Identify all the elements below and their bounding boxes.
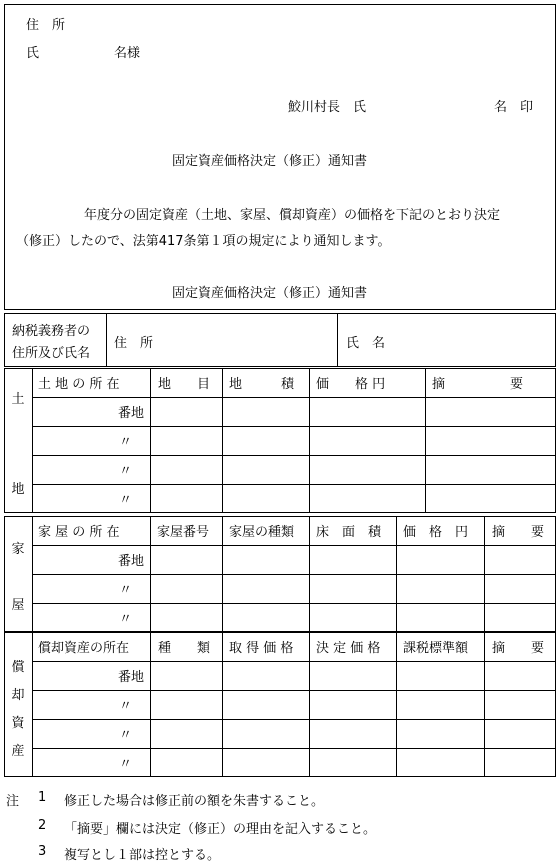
issuer-seal: 名 印: [494, 100, 534, 115]
house-row-1-location: 番地: [117, 554, 144, 569]
land-header-remarks: 摘 要: [432, 377, 524, 392]
depreciable-header-decided-price: 決 定 価 格: [316, 641, 381, 656]
note-3-number: 3: [38, 844, 47, 859]
address-label: 住 所: [26, 18, 66, 33]
depreciable-header-remarks: 摘 要: [492, 641, 545, 656]
note-2-text: 「摘要」欄には決定（修正）の理由を記入すること。: [64, 822, 377, 837]
house-header-floor-area: 床 面 積: [316, 525, 382, 540]
house-header-number: 家屋番号: [157, 525, 210, 540]
land-row-3-location: 〃: [118, 464, 132, 479]
notes-prefix: 注: [6, 794, 20, 809]
land-side-label-top: 土: [11, 392, 25, 407]
note-1-number: 1: [38, 790, 47, 805]
notice-body-line1: 年度分の固定資産（土地、家屋、償却資産）の価格を下記のとおり決定: [84, 208, 501, 223]
depreciable-header-acq-price: 取 得 価 格: [229, 641, 294, 656]
land-row-1-location: 番地: [117, 406, 144, 421]
depreciable-side-char-2: 却: [11, 688, 25, 703]
depreciable-side-char-1: 償: [11, 660, 25, 675]
depreciable-header-type: 種 類: [158, 641, 211, 656]
house-row-2-location: 〃: [118, 583, 132, 598]
land-side-label-bottom: 地: [11, 482, 25, 497]
taxpayer-name: 氏 名: [346, 336, 386, 351]
note-1-text: 修正した場合は修正前の額を朱書すること。: [64, 794, 325, 809]
note-2-number: 2: [38, 818, 47, 833]
depreciable-row-3-location: 〃: [118, 728, 132, 743]
taxpayer-label-line1: 納税義務者の: [12, 324, 91, 339]
depreciable-side-char-3: 資: [11, 716, 25, 731]
depreciable-row-4-location: 〃: [118, 757, 132, 772]
depreciable-header-tax-base: 課税標準額: [403, 641, 469, 656]
depreciable-side-char-4: 産: [11, 744, 25, 759]
note-3-text: 複写とし１部は控とする。: [64, 848, 221, 863]
house-header-price: 価 格 円: [403, 525, 469, 540]
land-header-location: 土 地 の 所 在: [38, 377, 120, 392]
depreciable-row-2-location: 〃: [118, 699, 132, 714]
taxpayer-address: 住 所: [114, 336, 154, 351]
land-row-4-location: 〃: [118, 493, 132, 508]
notice-title-2: 固定資産価格決定（修正）通知書: [172, 286, 368, 301]
land-header-area: 地 積: [229, 377, 295, 392]
house-header-location: 家 屋 の 所 在: [38, 525, 120, 540]
taxpayer-label-line2: 住所及び氏名: [12, 346, 91, 361]
house-side-label-bottom: 屋: [11, 598, 25, 613]
notice-title: 固定資産価格決定（修正）通知書: [172, 154, 368, 169]
house-row-3-location: 〃: [118, 612, 132, 627]
house-header-remarks: 摘 要: [492, 525, 545, 540]
house-side-label-top: 家: [11, 542, 25, 557]
name-label: 氏: [26, 46, 40, 61]
depreciable-header-location: 償却資産の所在: [38, 641, 130, 656]
land-header-price: 価 格 円: [316, 377, 386, 392]
house-header-type: 家屋の種類: [229, 525, 295, 540]
depreciable-row-1-location: 番地: [117, 670, 144, 685]
land-header-category: 地 目: [158, 377, 211, 392]
sama-label: 名様: [114, 46, 141, 61]
notice-body-line2: （修正）したので、法第417条第１項の規定により通知します。: [16, 234, 391, 249]
issuer-label: 鮫川村長 氏: [288, 100, 367, 115]
land-row-2-location: 〃: [118, 435, 132, 450]
